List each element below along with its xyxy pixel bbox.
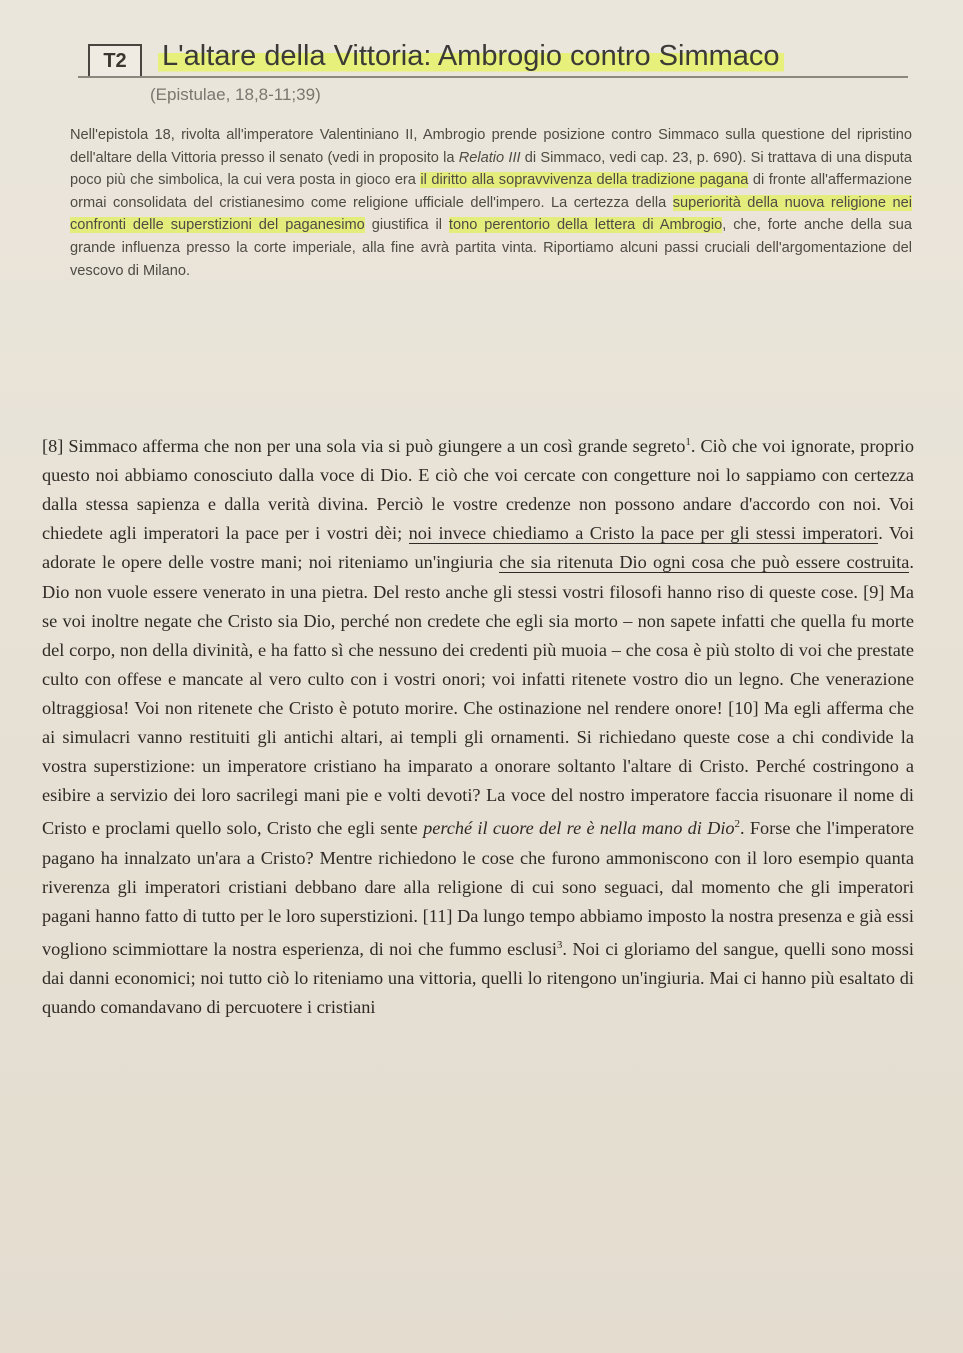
footnote-marker: 2: [734, 818, 741, 831]
introduction-paragraph: [70, 124, 912, 282]
excerpt-text: . Dio non vuole essere venerato in una pietra. Del resto anche gli stessi vostri filosofi hanno riso di queste cose. [9] Ma se voi inoltre negate che Cristo sia Dio, perché non credete che egli sia morto – non sapete infatti che quella fu morte del corpo, non della divinità, e ha fatto sì che nessuno dei credenti più muoia – che cosa è più stolto di voi che prestate culto con offese e mancate al vero culto con i vostri onori; voi infatti ritenete vostro dio un legno. Che venerazione oltraggiosa! Voi non ritenete che Cristo è potuto morire. Che ostinazione nel rendere onore! [10] Ma egli afferma che ai simulacri vanno restituiti gli antichi altari, ai templi gli ornamenti. Si richiedano queste cose a chi condivide la vostra superstizione: un imperatore cristiano ha imparato a onorare soltanto l'altare di Cristo. Perché costringono a esibire a servizio dei loro sacrilegi mani pie e volti devoti? La voce del nostro imperatore faccia risuonare il nome di Cristo e proclami quello solo, Cristo che egli sente: [42, 552, 914, 839]
title-divider: [78, 76, 908, 78]
excerpt-text: . Forse che l'imperatore pagano ha innalzato un'ara a Cristo? Mentre richiedono le cose che furono ammoniscono con il loro esempio quanta riverenza gli imperatori cristiani debbano dare alla religione di cui sono seguaci, dal momento che gli imperatori pagani hanno fatto di tutto per le loro superstizioni. [11] Da lungo tempo abbiamo imposto la nostra presenza e già essi vogliono scimmiottare la nostra esperienza, di noi che fummo esclusi: [42, 818, 914, 959]
highlighted-text: il diritto alla sopravvivenza della tradizione pagana: [420, 172, 749, 189]
intro-text: , che, forte anche della sua grande influenza presso la corte imperiale, alla fine avrà partita vinta. Riportiamo alcuni passi cruciali dell'argomentazione del vescovo di Milano.: [70, 217, 913, 279]
highlighted-text: tono perentorio della lettera di Ambrogio: [448, 217, 723, 234]
quoted-scripture: perché il cuore del re è nella mano di Dio: [423, 818, 735, 839]
excerpt-text: [8] Simmaco afferma che non per una sola via si può giungere a un così grande segreto: [42, 436, 686, 457]
intro-text: di fronte all'affermazione ormai consolidata del cristianesimo come religione ufficiale dell'impero. La certezza della: [70, 172, 913, 211]
excerpt-text: . Voi adorate le opere delle vostre mani; noi riteniamo un'ingiuria: [42, 523, 915, 573]
source-reference: (Epistulae, 18,8-11;39): [150, 85, 321, 104]
excerpt-text: . Ciò che voi ignorate, proprio questo noi abbiamo conosciuto dalla voce di Dio. E ciò che voi cercate con congetture noi lo sappiamo con certezza dalla stessa sapienza e dalla verità divina. Perciò le vostre credenze non possono andare d'accordo con noi. Voi chiedete agli imperatori la pace per i vostri dèi;: [42, 436, 914, 544]
text-number-badge: T2: [88, 44, 142, 78]
intro-text: di Simmaco, vedi cap. 23, p. 690). Si trattava di una disputa poco più che simbolica, la cui vera posta in gioco era: [70, 149, 912, 189]
letter-excerpt: [42, 428, 914, 1022]
footnote-marker: 3: [556, 938, 563, 951]
underlined-text: noi invece chiediamo a Cristo la pace per gli stessi imperatori: [408, 523, 879, 544]
footnote-marker: 1: [685, 436, 691, 448]
page-title: L'altare della Vittoria: Ambrogio contro Simmaco: [158, 40, 784, 73]
intro-text: giustifica il: [364, 217, 449, 234]
intro-work-title: Relatio III: [458, 149, 521, 166]
excerpt-text: . Noi ci gloriamo del sangue, quelli sono mossi dai danni economici; noi tutto ciò lo riteniamo una vittoria, quelli lo ritengono un'ingiuria. Mai ci hanno più esaltato di quando comandavano di percuotere i cristiani: [42, 938, 914, 1018]
highlighted-text: superiorità della nuova religione nei confronti delle superstizioni del paganesimo: [70, 194, 912, 234]
intro-text: Nell'epistola 18, rivolta all'imperatore Valentiniano II, Ambrogio prende posizione contro Simmaco sulla questione del ripristino dell'altare della Vittoria presso il senato (vedi in proposito la: [70, 127, 912, 166]
underlined-text: che sia ritenuta Dio ogni cosa che può essere costruita: [499, 552, 910, 573]
